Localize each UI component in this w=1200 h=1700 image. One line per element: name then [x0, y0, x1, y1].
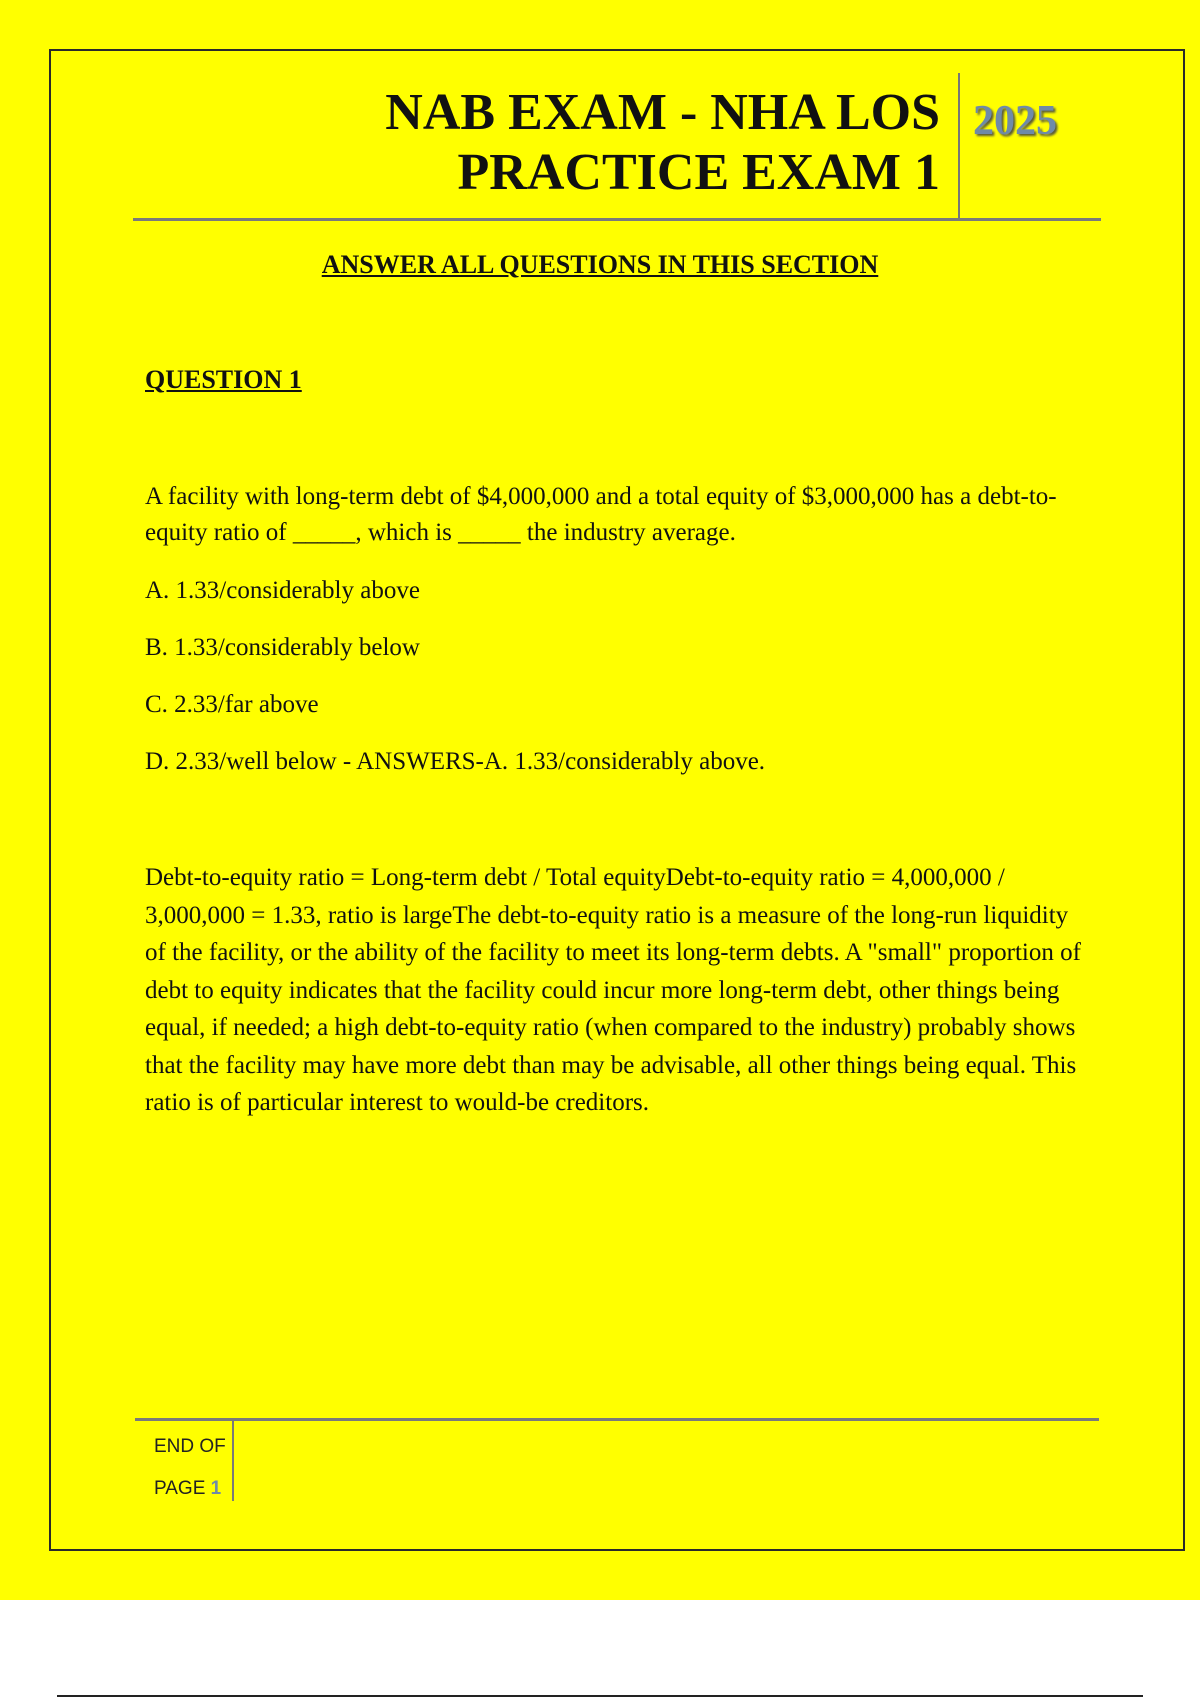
option-a: A. 1.33/considerably above	[145, 577, 420, 604]
question-label: QUESTION 1	[145, 365, 302, 394]
answer-options	[145, 573, 765, 801]
answer-explanation: Debt-to-equity ratio = Long-term debt / Total equityDebt-to-equity ratio = 4,000,000 / 3,000,000 = 1.33, ratio is largeThe debt-to-equity ratio is a measure of the long-run liquidity of the facility, or the ability of the facility to meet its long-term debts. A "small" proportion of debt to equity indicates that the facility could incur more long-term debt, other things being equal, if needed; a high debt-to-equity ratio (when compared to the industry) probably shows that the facility may have more debt than may be advisable, all other things being equal. This ratio is of particular interest to would-be creditors.	[145, 864, 1081, 1116]
title-line-1: NAB EXAM - NHA LOS	[385, 84, 940, 141]
footer-rule	[135, 1418, 1099, 1421]
document-title	[385, 83, 940, 203]
page-footer	[154, 1426, 226, 1510]
section-heading: ANSWER ALL QUESTIONS IN THIS SECTION	[321, 250, 879, 279]
header-rule	[133, 218, 1101, 221]
title-divider	[958, 73, 960, 219]
year-label: 2025	[973, 98, 1057, 144]
footer-line-1: END OF	[154, 1436, 226, 1457]
title-line-2: PRACTICE EXAM 1	[457, 144, 940, 201]
footer-divider	[232, 1421, 234, 1501]
bottom-rule	[57, 1695, 1143, 1697]
footer-page-number: 1	[210, 1478, 222, 1499]
footer-page-label: PAGE	[154, 1478, 206, 1499]
option-d: D. 2.33/well below - ANSWERS-A. 1.33/considerably above.	[145, 748, 766, 775]
question-text: A facility with long-term debt of $4,000,000 and a total equity of $3,000,000 has a debt-to-equity ratio of _____, which is _____ the industry average.	[145, 483, 1057, 546]
option-c: C. 2.33/far above	[145, 691, 319, 718]
option-b: B. 1.33/considerably below	[145, 634, 420, 661]
footer-line-2	[154, 1468, 226, 1510]
